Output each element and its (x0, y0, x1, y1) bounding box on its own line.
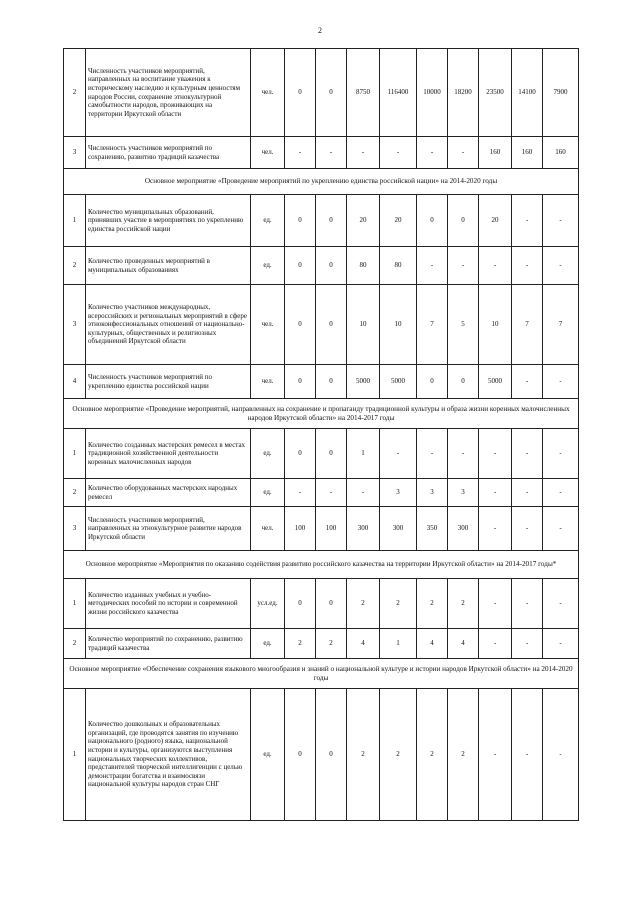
indicator-name: Количество проведенных мероприятий в муниципальных образованиях (86, 247, 251, 285)
value-cell: - (512, 479, 543, 507)
value-cell: - (448, 137, 479, 169)
value-cell: - (543, 365, 579, 399)
table-row (64, 137, 579, 169)
value-cell: 5000 (479, 365, 512, 399)
section-header-row (64, 659, 579, 689)
value-cell: 160 (479, 137, 512, 169)
value-cell: 20 (347, 195, 380, 247)
indicator-name: Количество муниципальных образований, принявших участие в мероприятиях по укреплению единства российской нации (86, 195, 251, 247)
value-cell: 2 (316, 629, 347, 659)
value-cell: 80 (347, 247, 380, 285)
value-cell: - (448, 247, 479, 285)
value-cell: 4 (347, 629, 380, 659)
unit-cell: ед. (251, 195, 285, 247)
unit-cell: чел. (251, 507, 285, 551)
value-cell: 0 (417, 195, 448, 247)
value-cell: 116400 (380, 49, 417, 137)
value-cell: 10 (479, 285, 512, 365)
table-row (64, 507, 579, 551)
value-cell: 300 (380, 507, 417, 551)
unit-cell: ед. (251, 429, 285, 479)
value-cell: 2 (380, 579, 417, 629)
row-number: 1 (64, 579, 86, 629)
unit-cell: ед. (251, 629, 285, 659)
value-cell: 0 (316, 195, 347, 247)
value-cell: - (380, 429, 417, 479)
table-row (64, 479, 579, 507)
value-cell: 1 (380, 629, 417, 659)
value-cell: - (543, 247, 579, 285)
row-number: 2 (64, 629, 86, 659)
indicator-name: Численность участников мероприятий, направленных на воспитание уважения к историческому наследию и культурным ценностям народов России, сохранение этнокультурной самобытности народов, проживающих на территории Иркутской области (86, 49, 251, 137)
indicator-name: Количество оборудованных мастерских народных ремесел (86, 479, 251, 507)
value-cell: 0 (285, 579, 316, 629)
row-number: 4 (64, 365, 86, 399)
value-cell: - (512, 429, 543, 479)
value-cell: 0 (448, 365, 479, 399)
value-cell: - (512, 507, 543, 551)
table-row (64, 247, 579, 285)
value-cell: - (285, 479, 316, 507)
value-cell: 18200 (448, 49, 479, 137)
value-cell: 5000 (380, 365, 417, 399)
indicator-name: Количество мероприятий по сохранению, развитию традиций казачества (86, 629, 251, 659)
value-cell: 5000 (347, 365, 380, 399)
value-cell: - (316, 137, 347, 169)
value-cell: 10000 (417, 49, 448, 137)
indicator-name: Количество дошкольных и образовательных организаций, где проводятся занятия по изучению национального (родного) языка, национальной истории и культуры, организуются выступления национальных творческих коллективов, представителей творческой интеллигенции с целью демонстрации богатства и взаимосвязи национальной культуры народов стран СНГ (86, 689, 251, 821)
value-cell: 0 (285, 365, 316, 399)
value-cell: - (479, 247, 512, 285)
value-cell: 8750 (347, 49, 380, 137)
value-cell: - (543, 429, 579, 479)
value-cell: 350 (417, 507, 448, 551)
value-cell: - (417, 137, 448, 169)
indicator-name: Количество созданных мастерских ремесел в местах традиционной хозяйственной деятельности коренных малочисленных народов (86, 429, 251, 479)
value-cell: 0 (316, 247, 347, 285)
row-number: 2 (64, 49, 86, 137)
row-number: 3 (64, 507, 86, 551)
row-number: 1 (64, 195, 86, 247)
row-number: 1 (64, 689, 86, 821)
value-cell: 14100 (512, 49, 543, 137)
unit-cell: ед. (251, 479, 285, 507)
value-cell: 0 (316, 429, 347, 479)
value-cell: 0 (285, 247, 316, 285)
value-cell: 0 (316, 365, 347, 399)
value-cell: 7 (512, 285, 543, 365)
value-cell: 2 (417, 579, 448, 629)
value-cell: - (448, 429, 479, 479)
table-row (64, 285, 579, 365)
value-cell: 10 (347, 285, 380, 365)
value-cell: 0 (285, 285, 316, 365)
row-number: 1 (64, 429, 86, 479)
value-cell: - (512, 247, 543, 285)
value-cell: 300 (448, 507, 479, 551)
value-cell: 0 (285, 49, 316, 137)
value-cell: 4 (448, 629, 479, 659)
section-title: Основное мероприятие «Проведение мероприятий, направленных на сохранение и пропаганду традиционной культуры и образа жизни коренных малочисленных народов Иркутской области» на 2014-2017 годы (64, 399, 579, 429)
table-row (64, 195, 579, 247)
value-cell: 0 (285, 195, 316, 247)
row-number: 2 (64, 247, 86, 285)
table-row (64, 579, 579, 629)
value-cell: 0 (417, 365, 448, 399)
value-cell: - (316, 479, 347, 507)
value-cell: 100 (316, 507, 347, 551)
row-number: 2 (64, 479, 86, 507)
section-header-row (64, 399, 579, 429)
value-cell: - (512, 579, 543, 629)
value-cell: 3 (417, 479, 448, 507)
value-cell: 0 (316, 285, 347, 365)
indicator-name: Количество участников международных, всероссийских и региональных мероприятий в сфере этноконфессиональных отношений от национально-культурных, общественных и религиозных объединений Иркутской области (86, 285, 251, 365)
value-cell: 80 (380, 247, 417, 285)
table-row (64, 629, 579, 659)
value-cell: 7 (543, 285, 579, 365)
value-cell: 0 (285, 429, 316, 479)
section-header-row (64, 169, 579, 195)
indicator-name: Численность участников мероприятий по сохранению, развитию традиций казачества (86, 137, 251, 169)
value-cell: 2 (285, 629, 316, 659)
value-cell: 160 (512, 137, 543, 169)
value-cell: 300 (347, 507, 380, 551)
value-cell: 2 (347, 689, 380, 821)
unit-cell: чел. (251, 137, 285, 169)
section-title: Основное мероприятие «Обеспечение сохранения языкового многообразия и знаний о национальной культуре и истории народов Иркутской области» на 2014-2020 годы (64, 659, 579, 689)
value-cell: - (543, 629, 579, 659)
unit-cell: чел. (251, 285, 285, 365)
value-cell: 20 (380, 195, 417, 247)
value-cell: 5 (448, 285, 479, 365)
value-cell: - (417, 247, 448, 285)
value-cell: - (347, 137, 380, 169)
value-cell: - (543, 579, 579, 629)
value-cell: - (479, 429, 512, 479)
value-cell: 2 (448, 579, 479, 629)
unit-cell: ед. (251, 689, 285, 821)
table-row (64, 365, 579, 399)
value-cell: - (479, 689, 512, 821)
value-cell: 3 (448, 479, 479, 507)
page-number: 2 (318, 26, 322, 35)
value-cell: - (347, 479, 380, 507)
indicator-name: Количество изданных учебных и учебно-методических пособий по истории и современной жизни российского казачества (86, 579, 251, 629)
indicator-name: Численность участников мероприятий по укреплению единства российской нации (86, 365, 251, 399)
value-cell: 0 (316, 579, 347, 629)
value-cell: 10 (380, 285, 417, 365)
value-cell: - (417, 429, 448, 479)
value-cell: 2 (448, 689, 479, 821)
value-cell: - (512, 195, 543, 247)
value-cell: 160 (543, 137, 579, 169)
value-cell: 0 (316, 689, 347, 821)
value-cell: 0 (448, 195, 479, 247)
value-cell: 2 (347, 579, 380, 629)
value-cell: 2 (417, 689, 448, 821)
table-row (64, 689, 579, 821)
indicators-table (63, 48, 579, 821)
value-cell: - (479, 507, 512, 551)
indicator-name: Численность участников мероприятий, направленных на этнокультурное развитие народов Иркутской области (86, 507, 251, 551)
value-cell: 0 (285, 689, 316, 821)
value-cell: - (543, 195, 579, 247)
value-cell: - (512, 365, 543, 399)
value-cell: 3 (380, 479, 417, 507)
value-cell: 100 (285, 507, 316, 551)
section-title: Основное мероприятие «Проведение мероприятий по укреплению единства российской нации» на 2014-2020 годы (64, 169, 579, 195)
value-cell: - (479, 479, 512, 507)
value-cell: 2 (380, 689, 417, 821)
value-cell: - (543, 507, 579, 551)
value-cell: - (479, 629, 512, 659)
row-number: 3 (64, 137, 86, 169)
section-title: Основное мероприятие «Мероприятия по оказанию содействия развитию российского казачества на территории Иркутской области» на 2014-2017 годы* (64, 551, 579, 579)
value-cell: 4 (417, 629, 448, 659)
value-cell: - (543, 689, 579, 821)
value-cell: 7 (417, 285, 448, 365)
value-cell: 0 (316, 49, 347, 137)
value-cell: 23500 (479, 49, 512, 137)
table-row (64, 429, 579, 479)
value-cell: 20 (479, 195, 512, 247)
value-cell: - (512, 629, 543, 659)
value-cell: - (380, 137, 417, 169)
unit-cell: усл.ед. (251, 579, 285, 629)
value-cell: - (479, 579, 512, 629)
value-cell: - (512, 689, 543, 821)
value-cell: - (543, 479, 579, 507)
unit-cell: ед. (251, 247, 285, 285)
value-cell: 7900 (543, 49, 579, 137)
unit-cell: чел. (251, 365, 285, 399)
section-header-row (64, 551, 579, 579)
value-cell: - (285, 137, 316, 169)
value-cell: 1 (347, 429, 380, 479)
table-row (64, 49, 579, 137)
row-number: 3 (64, 285, 86, 365)
unit-cell: чел. (251, 49, 285, 137)
